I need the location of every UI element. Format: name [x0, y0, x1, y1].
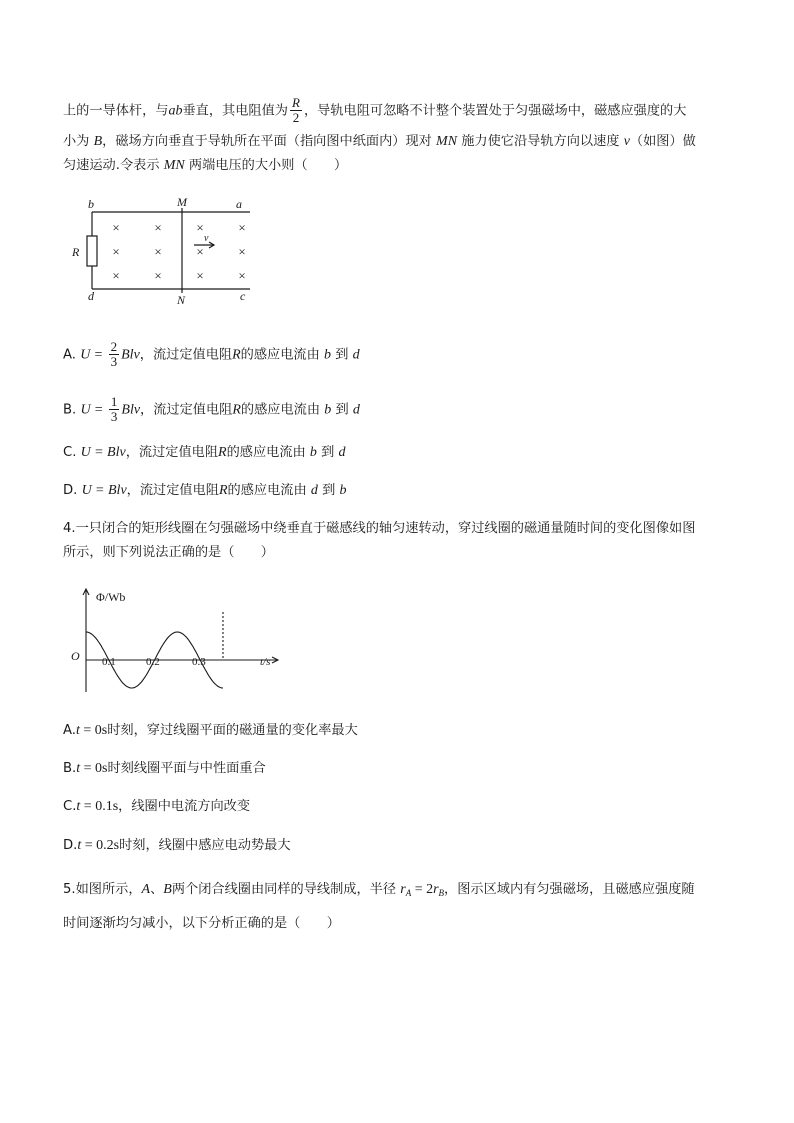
var-R: R: [232, 402, 241, 418]
option-text: 到: [321, 445, 335, 460]
option-text: 的感应电流由: [240, 402, 321, 418]
var-t: t: [76, 761, 81, 776]
label-a: a: [236, 197, 242, 211]
q4-stem-line2: 所示，则下列说法正确的是（ ）: [63, 545, 274, 560]
fraction-denominator: 3: [110, 354, 118, 369]
field-cross: ×: [238, 244, 246, 259]
q5-stem-line2: 时间逐渐均匀减小，以下分析正确的是（ ）: [63, 916, 340, 931]
q3-stem-line1: [63, 96, 731, 125]
expr-Blv: Blv: [108, 483, 127, 498]
var-t: t: [75, 723, 80, 738]
var-U: U: [81, 483, 92, 498]
q4-option-b[interactable]: [63, 759, 266, 779]
q3-circuit-diagram: [64, 192, 264, 308]
option-key: D.: [63, 838, 78, 853]
q5-text: 两个闭合线圈由同样的导线制成，半径: [171, 882, 397, 897]
field-cross: ×: [112, 244, 120, 259]
label-c: c: [240, 289, 246, 303]
var-from: b: [309, 445, 317, 460]
equals: =: [94, 347, 103, 363]
q3-text: 上的一导体杆，与: [63, 103, 169, 119]
q3-text: 施力使它沿导轨方向以速度: [461, 134, 620, 149]
label-N: N: [177, 293, 186, 307]
q5-text: 、: [150, 882, 164, 897]
expr-Blv: Blv: [121, 347, 140, 363]
equals: =: [80, 799, 96, 814]
field-cross: ×: [238, 268, 246, 283]
field-cross: ×: [196, 244, 204, 259]
q3-text: （如图）做: [629, 134, 696, 149]
option-text: 到: [335, 402, 349, 418]
field-cross: ×: [154, 244, 162, 259]
label-M: M: [177, 195, 187, 209]
fraction-denominator: 3: [110, 409, 118, 424]
time-value: 0s: [94, 723, 108, 738]
q4-option-d[interactable]: [63, 836, 291, 856]
var-to: b: [339, 483, 347, 498]
fraction-2-over-3: [109, 340, 120, 369]
q3-text: ，磁场方向垂直于导轨所在平面（指向图中纸面内）现对: [102, 134, 432, 149]
q4-option-c[interactable]: [63, 797, 250, 817]
option-text: ，流过定值电阻: [125, 445, 219, 460]
q3-var-B: B: [93, 134, 103, 149]
q4-option-a[interactable]: [63, 721, 358, 741]
option-text: 的感应电流由: [240, 347, 320, 363]
x-axis-label: t/s: [260, 656, 271, 668]
q3-text: 垂直，其电阻值为: [182, 103, 288, 119]
option-text: 到: [322, 483, 336, 498]
q5-text: ，图示区域内有匀强磁场，且磁感应强度随: [444, 882, 695, 897]
q3-fraction-r-over-2: [290, 96, 302, 125]
var-from: d: [310, 483, 318, 498]
q4-flux-graph: [66, 584, 286, 694]
field-cross: ×: [238, 220, 246, 235]
fraction-numerator: 1: [110, 394, 118, 409]
var-U: U: [80, 347, 91, 363]
option-text: 到: [335, 347, 349, 363]
q3-text: ，导轨电阻可忽略不计整个装置处于匀强磁场中，磁感应强度的大: [303, 103, 687, 119]
var-to: d: [352, 402, 360, 418]
option-text: ，流过定值电阻: [140, 402, 233, 418]
field-cross: ×: [196, 268, 204, 283]
equals: =: [95, 483, 104, 498]
field-cross: ×: [196, 220, 204, 235]
q4-stem-line1: 4.一只闭合的矩形线圈在匀强磁场中绕垂直于磁感线的轴匀速转动，穿过线圈的磁通量随时间的变化图像如图: [63, 521, 696, 536]
fraction-numerator: 2: [110, 339, 118, 354]
option-key: D.: [63, 483, 78, 498]
option-text: ，线圈中电流方向改变: [118, 799, 251, 814]
equals: = 2: [411, 882, 434, 897]
q3-var-MN: MN: [436, 134, 458, 149]
option-key: A.: [63, 347, 76, 363]
subscript-A: A: [405, 888, 412, 898]
var-U: U: [80, 402, 91, 418]
var-t: t: [76, 799, 81, 814]
field-cross: ×: [154, 268, 162, 283]
equals: =: [94, 445, 103, 460]
tick-label-0.1: 0.1: [102, 656, 116, 668]
field-cross: ×: [154, 220, 162, 235]
option-text: 的感应电流由: [226, 445, 306, 460]
q3-text: 匀速运动.令表示: [63, 158, 160, 173]
q3-stem-line3: [63, 156, 731, 176]
q3-text: 小为: [63, 134, 90, 149]
equals: =: [94, 402, 103, 418]
fraction-1-over-3: [109, 395, 120, 424]
q3-var-v: v: [623, 134, 630, 149]
fraction-denominator: 2: [290, 110, 302, 125]
option-key: A.: [63, 723, 76, 738]
tick-label-0.3: 0.3: [192, 656, 206, 668]
equals: =: [81, 838, 97, 853]
option-text: 的感应电流由: [227, 483, 307, 498]
var-B: B: [163, 882, 172, 897]
option-text: 时刻线圈平面与中性面重合: [107, 761, 266, 776]
y-axis-label: Φ/Wb: [96, 590, 126, 604]
var-A: A: [141, 882, 151, 897]
q3-text: 两端电压的大小则（ ）: [188, 158, 348, 173]
q3-var-ab: ab: [168, 103, 183, 119]
option-key: C.: [63, 799, 77, 814]
equals: =: [80, 761, 96, 776]
label-b: b: [88, 197, 94, 211]
option-key: B.: [63, 761, 77, 776]
expr-Blv: Blv: [121, 402, 141, 418]
subscript-B: B: [438, 888, 445, 898]
time-value: 0.2s: [96, 838, 120, 853]
var-from: b: [324, 402, 332, 418]
q3-option-c[interactable]: [63, 443, 346, 463]
expr-Blv: Blv: [107, 445, 126, 460]
label-d: d: [88, 289, 94, 303]
var-R: R: [218, 445, 227, 460]
option-key: C.: [63, 445, 77, 460]
tick-label-0.2: 0.2: [146, 656, 160, 668]
label-v: v: [204, 233, 209, 244]
origin-label: O: [71, 649, 80, 663]
var-r: r: [433, 882, 439, 897]
time-value: 0.1s: [95, 799, 119, 814]
var-R: R: [232, 347, 241, 363]
var-to: d: [338, 445, 346, 460]
var-to: d: [352, 347, 360, 363]
var-t: t: [77, 838, 82, 853]
q3-option-a[interactable]: [63, 340, 360, 369]
q5-stem-line1: [63, 880, 731, 903]
q3-var-MN: MN: [163, 158, 185, 173]
option-text: ，流过定值电阻: [139, 347, 233, 363]
q3-option-d[interactable]: [63, 481, 346, 501]
var-r: r: [400, 882, 406, 897]
q3-option-b[interactable]: [63, 395, 360, 424]
label-R: R: [72, 245, 80, 259]
resistor-R: [87, 236, 97, 266]
q5-text: 5.如图所示，: [63, 882, 142, 897]
var-R: R: [218, 483, 228, 498]
equals: =: [79, 723, 95, 738]
var-U: U: [80, 445, 91, 460]
fraction-numerator: R: [292, 95, 300, 110]
field-cross: ×: [112, 268, 120, 283]
option-text: 时刻，线圈中感应电动势最大: [119, 838, 291, 853]
var-from: b: [323, 347, 331, 363]
q3-stem-line2: [63, 132, 731, 152]
field-cross: ×: [112, 220, 120, 235]
option-text: 时刻，穿过线圈平面的磁通量的变化率最大: [107, 723, 358, 738]
time-value: 0s: [95, 761, 108, 776]
option-key: B.: [63, 402, 77, 418]
option-text: ，流过定值电阻: [126, 483, 219, 498]
